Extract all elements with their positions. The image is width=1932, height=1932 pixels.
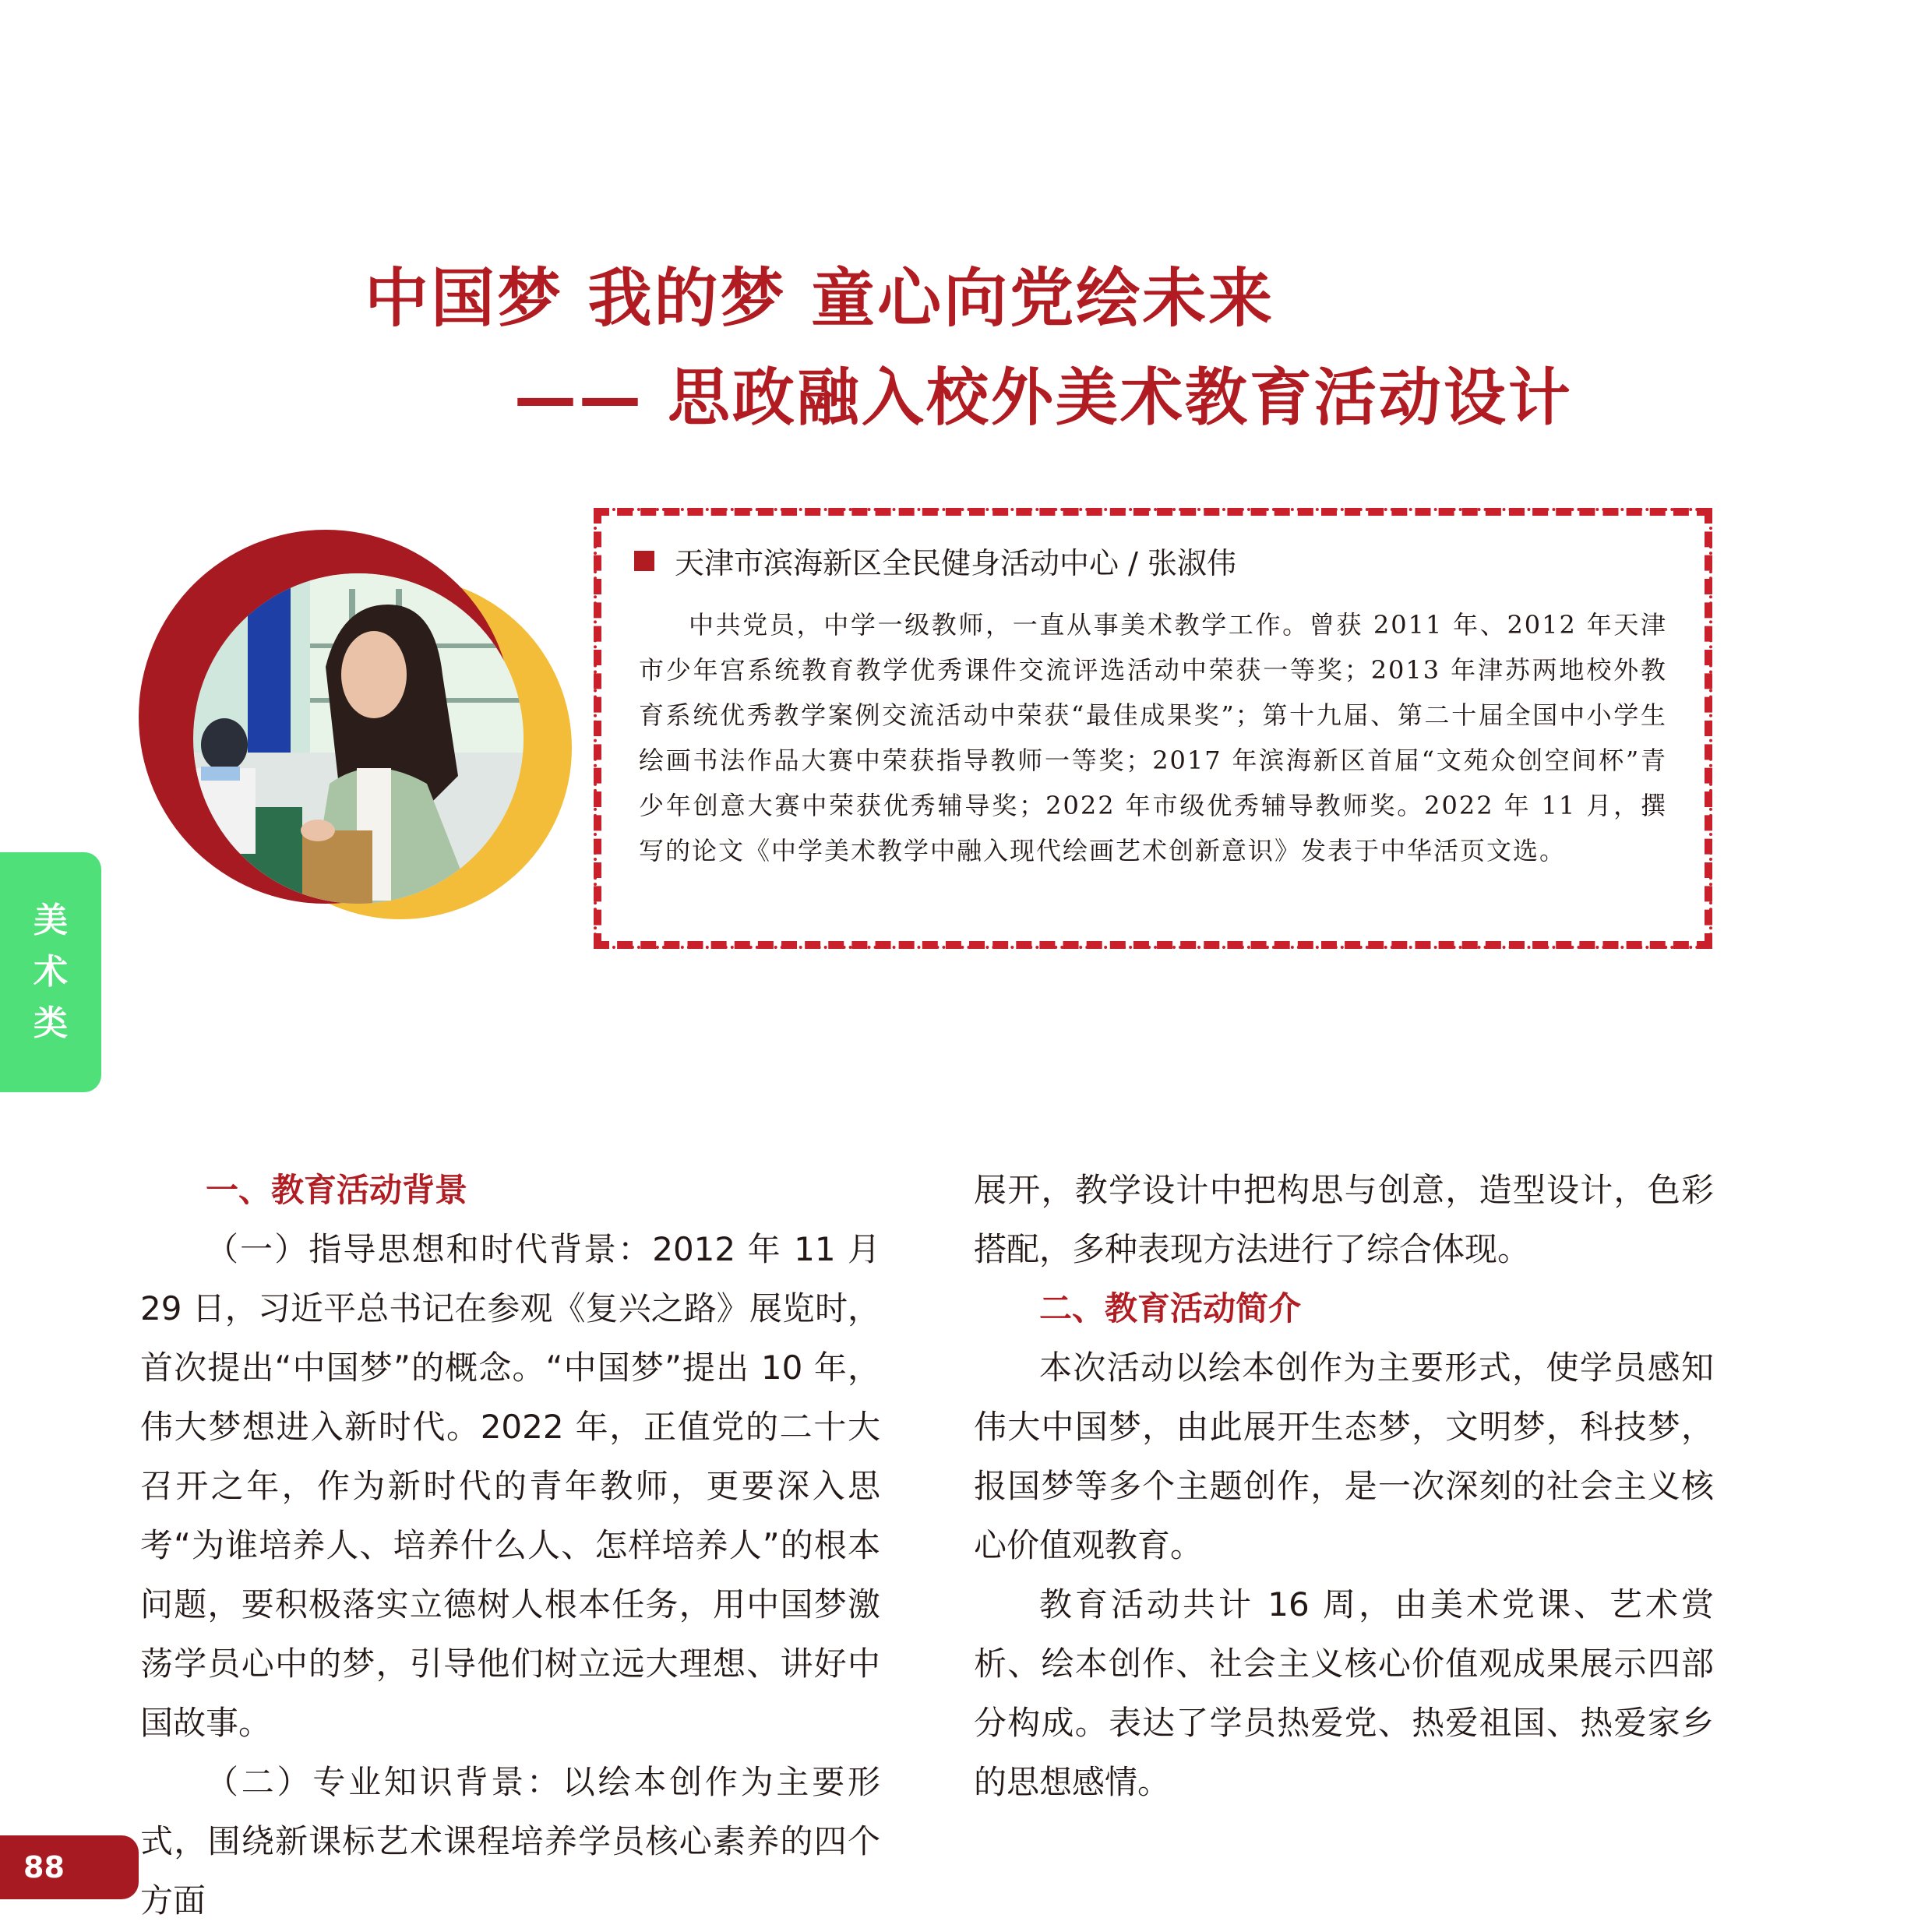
- square-bullet-icon: [634, 551, 654, 571]
- right-column: [974, 1161, 1714, 1812]
- category-char: 美: [33, 901, 68, 940]
- paragraph: 教育活动共计 16 周，由美术党课、艺术赏析、绘本创作、社会主义核心价值观成果展示四部分构成。表达了学员热爱党、热爱祖国、热爱家乡的思想感情。: [974, 1585, 1714, 1801]
- category-tab: [0, 852, 101, 1092]
- author-photo: [193, 573, 524, 904]
- article-subtitle: —— 思政融入校外美术教育活动设计: [514, 361, 1573, 434]
- paragraph: （二）专业知识背景：以绘本创作为主要形式，围绕新课标艺术课程培养学员核心素养的四个方面: [140, 1763, 880, 1920]
- paragraph: 展开，教学设计中把构思与创意，造型设计，色彩搭配，多种表现方法进行了综合体现。: [974, 1171, 1714, 1268]
- paragraph: 本次活动以绘本创作为主要形式，使学员感知伟大中国梦，由此展开生态梦，文明梦，科技梦，报国梦等多个主题创作，是一次深刻的社会主义核心价值观教育。: [974, 1349, 1714, 1564]
- author-name: 天津市滨海新区全民健身活动中心 / 张淑伟: [675, 546, 1236, 580]
- category-char: 术: [33, 952, 68, 992]
- paragraph: （一）指导思想和时代背景：2012 年 11 月 29 日，习近平总书记在参观《复兴之路》展览时，首次提出“中国梦”的概念。“中国梦”提出 10 年，伟大梦想进入新时代。2022 年，正值党的二十大召开之年，作为新时代的青年教师，更要深入思考“为谁培养人、培养什么人、怎样培养人”的根本问题，要积极落实立德树人根本任务，用中国梦激荡学员心中的梦，引导他们树立远大理想、讲好中国故事。: [140, 1230, 880, 1742]
- author-info-box: [594, 508, 1712, 949]
- author-bio: 中共党员，中学一级教师，一直从事美术教学工作。曾获 2011 年、2012 年天津市少年宫系统教育教学优秀课件交流评选活动中荣获一等奖；2013 年津苏两地校外教育系统优秀教学案例交流活动中荣获“最佳成果奖”；第十九届、第二十届全国中小学生绘画书法作品大赛中荣获指导教师一等奖；2017 年滨海新区首届“文苑众创空间杯”青少年创意大赛中荣获优秀辅导奖；2022 年市级优秀辅导教师奖。2022 年 11 月，撰写的论文《中学美术教学中融入现代绘画艺术创新意识》发表于中华活页文选。: [639, 610, 1667, 866]
- article-title: 中国梦 我的梦 童心向党绘未来: [365, 262, 1275, 336]
- author-affiliation: [634, 539, 1667, 582]
- page-number: 88: [23, 1850, 65, 1884]
- category-char: 类: [33, 1003, 68, 1043]
- page-number-tab: [0, 1835, 139, 1899]
- author-portrait: [139, 530, 575, 935]
- section-heading-overview: 二、教育活动简介: [1039, 1289, 1302, 1327]
- section-heading-background: 一、教育活动背景: [206, 1171, 468, 1209]
- left-column: [140, 1161, 880, 1930]
